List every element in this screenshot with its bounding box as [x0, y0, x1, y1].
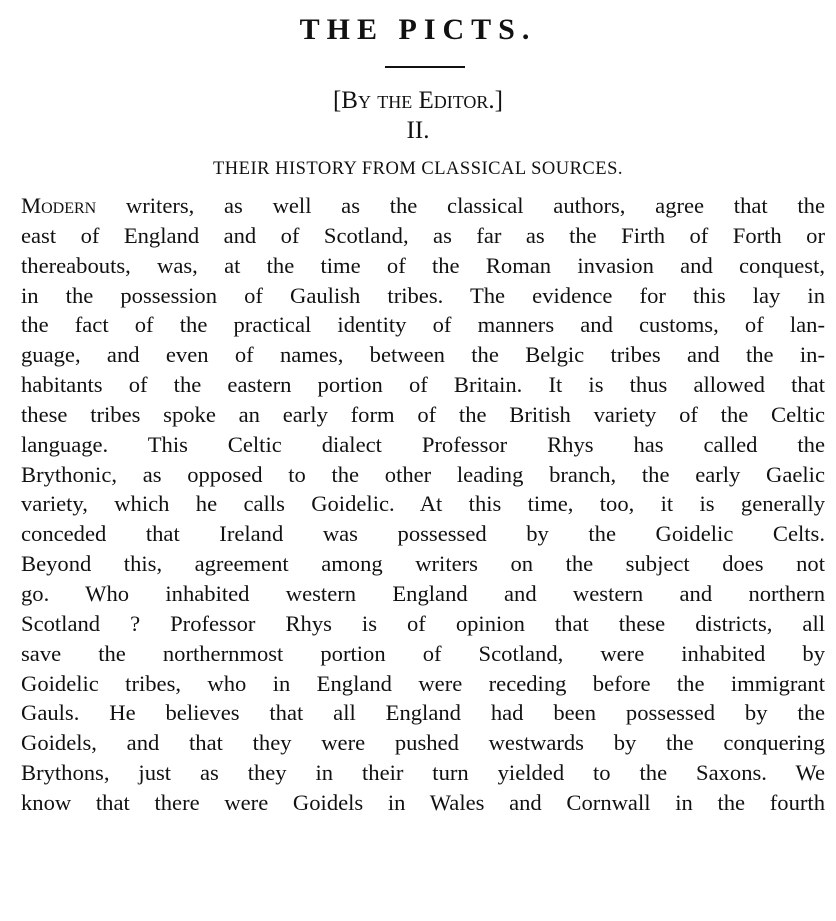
text-line: conceded that Ireland was possessed by the Goidelic Celts.	[21, 521, 825, 547]
title-rule	[385, 66, 465, 68]
byline: [By the Editor.]	[332, 87, 503, 114]
lead-word: Modern	[21, 193, 97, 218]
body-text	[21, 191, 825, 818]
text-line: in the possession of Gaulish tribes. The evidence for this lay in	[21, 282, 825, 308]
text-line: these tribes spoke an early form of the British variety of the Celtic	[21, 401, 825, 427]
text-line: language. This Celtic dialect Professor Rhys has called the	[21, 431, 825, 457]
article-title: THE PICTS.	[299, 13, 537, 46]
section-heading: THEIR HISTORY FROM CLASSICAL SOURCES.	[213, 159, 623, 179]
text-line: east of England and of Scotland, as far as the Firth of Forth or	[21, 222, 825, 248]
text-line: guage, and even of names, between the Belgic tribes and the in-	[21, 342, 825, 368]
text-line: Scotland ? Professor Rhys is of opinion that these districts, all	[21, 610, 825, 636]
text-line: go. Who inhabited western England and western and northern	[21, 580, 825, 606]
first-line-rest: writers, as well as the classical authors, agree that the	[96, 193, 825, 218]
text-line: know that there were Goidels in Wales and Cornwall in the fourth	[21, 789, 825, 815]
text-line: the fact of the practical identity of manners and customs, of lan-	[21, 312, 825, 338]
text-line	[21, 191, 825, 221]
text-line: Gauls. He believes that all England had been possessed by the	[21, 700, 825, 726]
text-line: Brythonic, as opposed to the other leading branch, the early Gaelic	[21, 461, 825, 487]
text-line: thereabouts, was, at the time of the Roman invasion and conquest,	[21, 252, 825, 278]
text-line: habitants of the eastern portion of Britain. It is thus allowed that	[21, 372, 825, 398]
text-line: Goidels, and that they were pushed westwards by the conquering	[21, 730, 825, 756]
text-line: variety, which he calls Goidelic. At this time, too, it is generally	[21, 491, 825, 517]
text-line: Goidelic tribes, who in England were receding before the immigrant	[21, 670, 825, 696]
text-line: save the northernmost portion of Scotland, were inhabited by	[21, 640, 825, 666]
part-number: II.	[406, 117, 430, 144]
text-line: Beyond this, agreement among writers on the subject does not	[21, 551, 825, 577]
text-line: Brythons, just as they in their turn yielded to the Saxons. We	[21, 760, 825, 786]
